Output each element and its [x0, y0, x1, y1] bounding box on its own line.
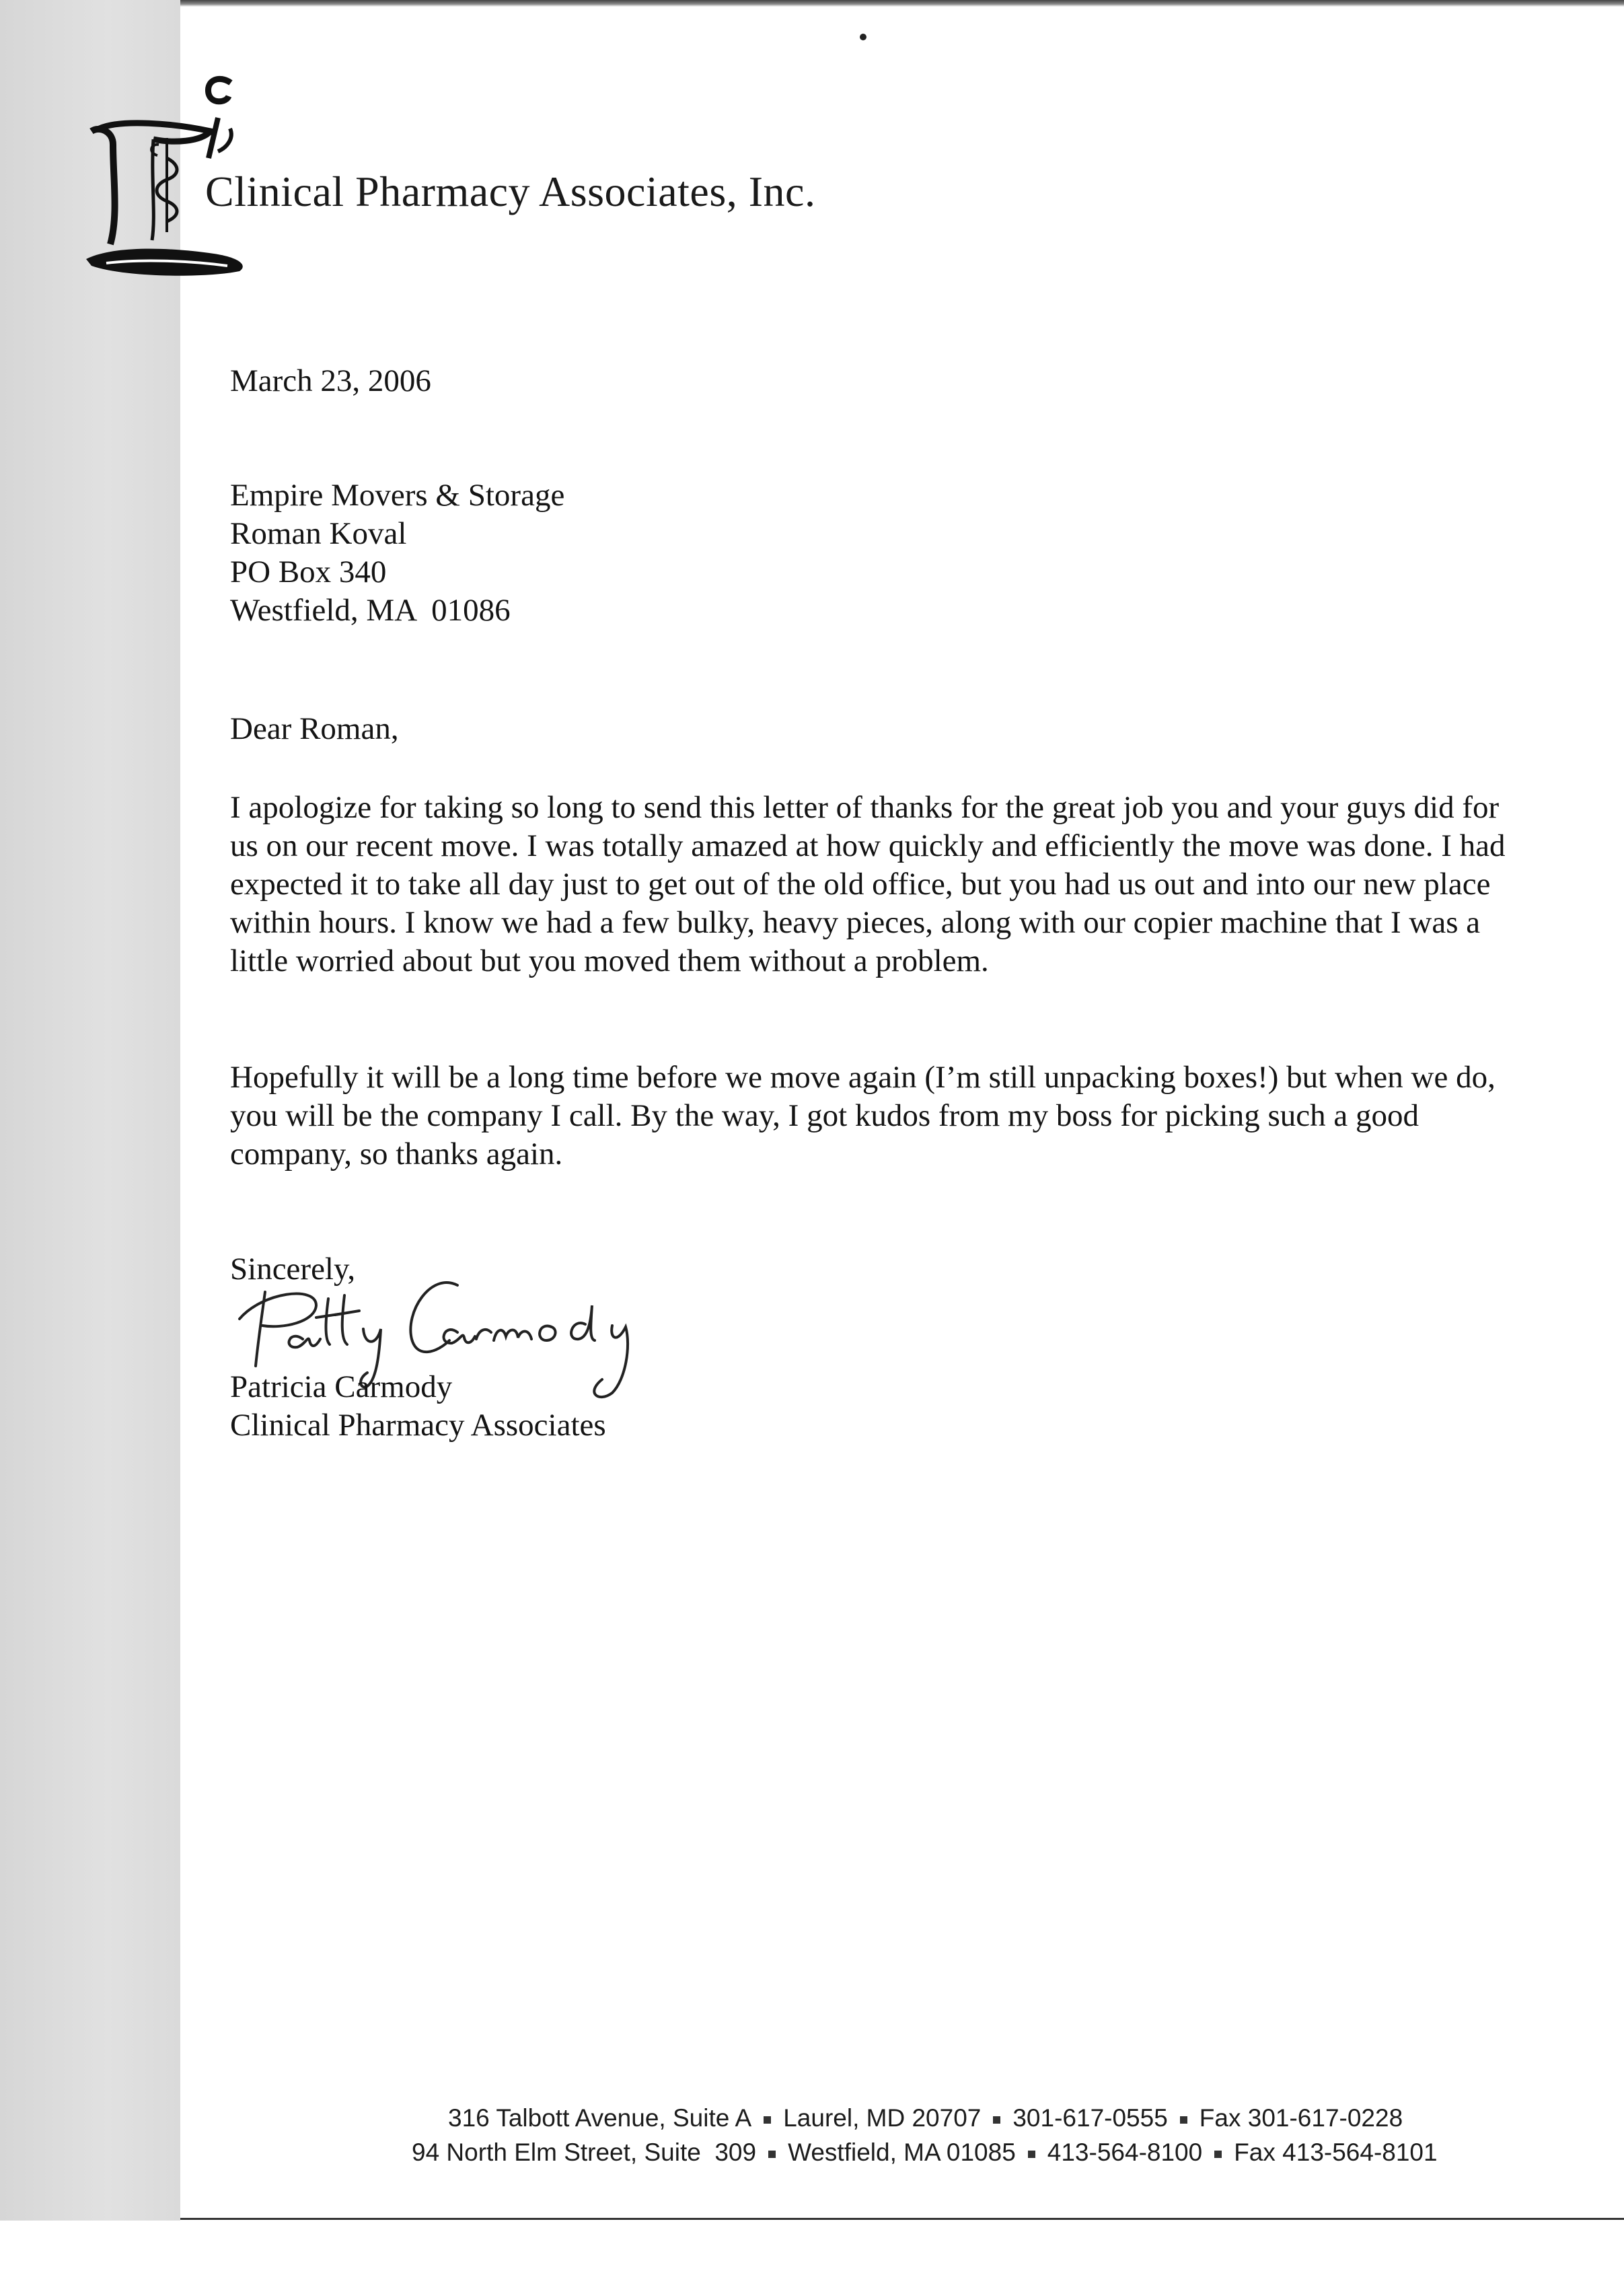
body-paragraph: Hopefully it will be a long time before we move again (I’m still unpacking boxes!) but when we do, you will be the company I call. By the way, I got kudos from my boss for picking such a good company, so thanks again.	[230, 1060, 1496, 1172]
page-bottom-edge	[180, 2218, 1624, 2220]
salutation: Dear Roman,	[230, 711, 399, 746]
square-bullet-icon	[993, 2116, 1000, 2124]
closing: Sincerely,	[230, 1252, 356, 1287]
recipient-line: Roman Koval	[230, 516, 407, 551]
footer-fax: Fax 301-617-0228	[1199, 2104, 1403, 2132]
footer-street: 94 North Elm Street, Suite 309	[412, 2138, 757, 2166]
footer-address-westfield	[0, 2138, 1624, 2167]
signer-organization: Clinical Pharmacy Associates	[230, 1408, 606, 1443]
recipient-line: PO Box 340	[230, 554, 387, 589]
footer-street: 316 Talbott Avenue, Suite A	[448, 2104, 752, 2132]
company-name: Clinical Pharmacy Associates, Inc.	[205, 168, 816, 215]
footer-fax: Fax 413-564-8101	[1234, 2138, 1438, 2166]
signer-name: Patricia Carmody	[230, 1369, 453, 1404]
footer-phone: 301-617-0555	[1012, 2104, 1168, 2132]
letter-date: March 23, 2006	[230, 363, 431, 398]
footer-city: Laurel, MD 20707	[783, 2104, 982, 2132]
top-border	[0, 0, 1624, 7]
footer-address-laurel	[0, 2104, 1624, 2132]
recipient-line: Empire Movers & Storage	[230, 478, 565, 513]
square-bullet-icon	[768, 2151, 776, 2158]
square-bullet-icon	[1214, 2151, 1222, 2158]
body-paragraph: I apologize for taking so long to send this letter of thanks for the great job you and your guys did for us on our recent move. I was totally amazed at how quickly and efficiently the move was done. I had expected it to take all day just to get out of the old office, but you had us out and into our new place within hours. I know we had a few bulky, heavy pieces, along with our copier machine that I was a little worried about but you moved them without a problem.	[230, 790, 1506, 978]
letterhead-side-band	[0, 0, 180, 2221]
square-bullet-icon	[1180, 2116, 1187, 2124]
footer-phone: 413-564-8100	[1047, 2138, 1203, 2166]
square-bullet-icon	[764, 2116, 771, 2124]
recipient-address	[230, 476, 564, 630]
square-bullet-icon	[1028, 2151, 1035, 2158]
footer-city: Westfield, MA 01085	[788, 2138, 1016, 2166]
paper-speck	[860, 34, 866, 40]
recipient-line: Westfield, MA 01086	[230, 593, 511, 628]
